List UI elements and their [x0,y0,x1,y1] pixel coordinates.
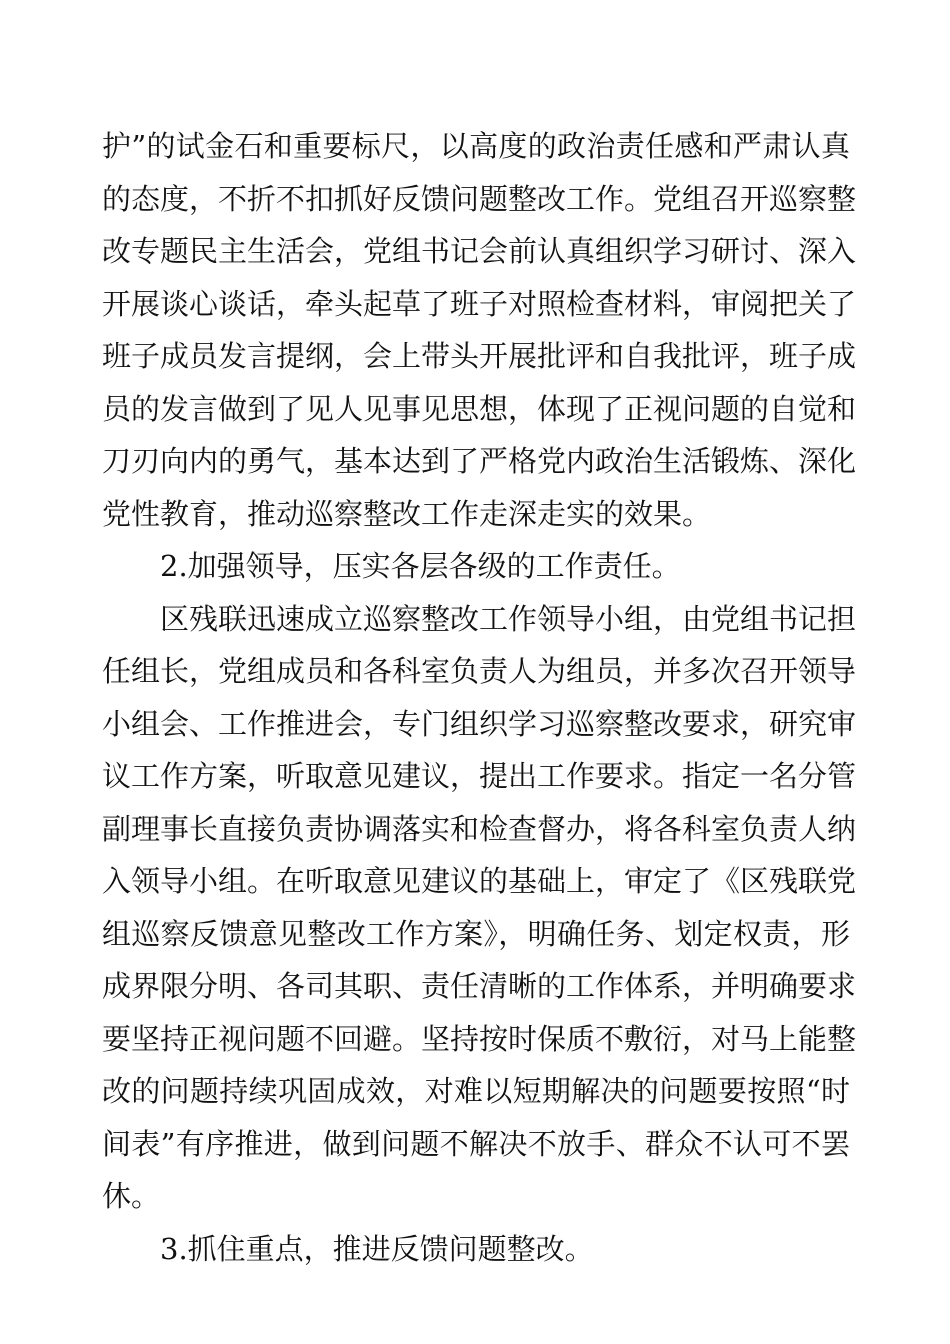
text-line: 副理事长直接负责协调落实和检查督办，将各科室负责人纳 [102,812,857,846]
section-heading: 2.加强领导，压实各层各级的工作责任。 [160,549,681,583]
text-line: 开展谈心谈话，牵头起草了班子对照检查材料，审阅把关了 [102,287,857,321]
text-line: 刀刃向内的勇气，基本达到了严格党内政治生活锻炼、深化 [102,444,857,478]
text-line: 组巡察反馈意见整改工作方案》，明确任务、划定权责，形 [102,917,850,951]
text-line: 护”的试金石和重要标尺，以高度的政治责任感和严肃认真 [102,129,850,163]
text-line: 议工作方案，听取意见建议，提出工作要求。指定一名分管 [102,759,857,793]
text-line: 区残联迅速成立巡察整改工作领导小组，由党组书记担 [160,602,857,636]
text-line: 班子成员发言提纲，会上带头开展批评和自我批评，班子成 [102,339,857,373]
text-line: 改专题民主生活会，党组书记会前认真组织学习研讨、深入 [102,234,857,268]
text-line: 的态度，不折不扣抓好反馈问题整改工作。党组召开巡察整 [102,182,857,216]
text-line: 要坚持正视问题不回避。坚持按时保质不敷衍，对马上能整 [102,1022,857,1056]
text-line: 员的发言做到了见人见事见思想，体现了正视问题的自觉和 [102,392,857,426]
text-line: 间表”有序推进，做到问题不解决不放手、群众不认可不罢 [102,1127,850,1161]
text-line: 休。 [102,1179,161,1213]
text-line: 成界限分明、各司其职、责任清晰的工作体系，并明确要求 [102,969,857,1003]
text-line: 党性教育，推动巡察整改工作走深走实的效果。 [102,497,712,531]
section-heading: 3.抓住重点，推进反馈问题整改。 [160,1232,594,1266]
text-line: 小组会、工作推进会，专门组织学习巡察整改要求，研究审 [102,707,857,741]
text-line: 改的问题持续巩固成效，对难以短期解决的问题要按照“时 [102,1074,850,1108]
text-line: 入领导小组。在听取意见建议的基础上，审定了《区残联党 [102,864,857,898]
text-line: 任组长，党组成员和各科室负责人为组员，并多次召开领导 [102,654,857,688]
